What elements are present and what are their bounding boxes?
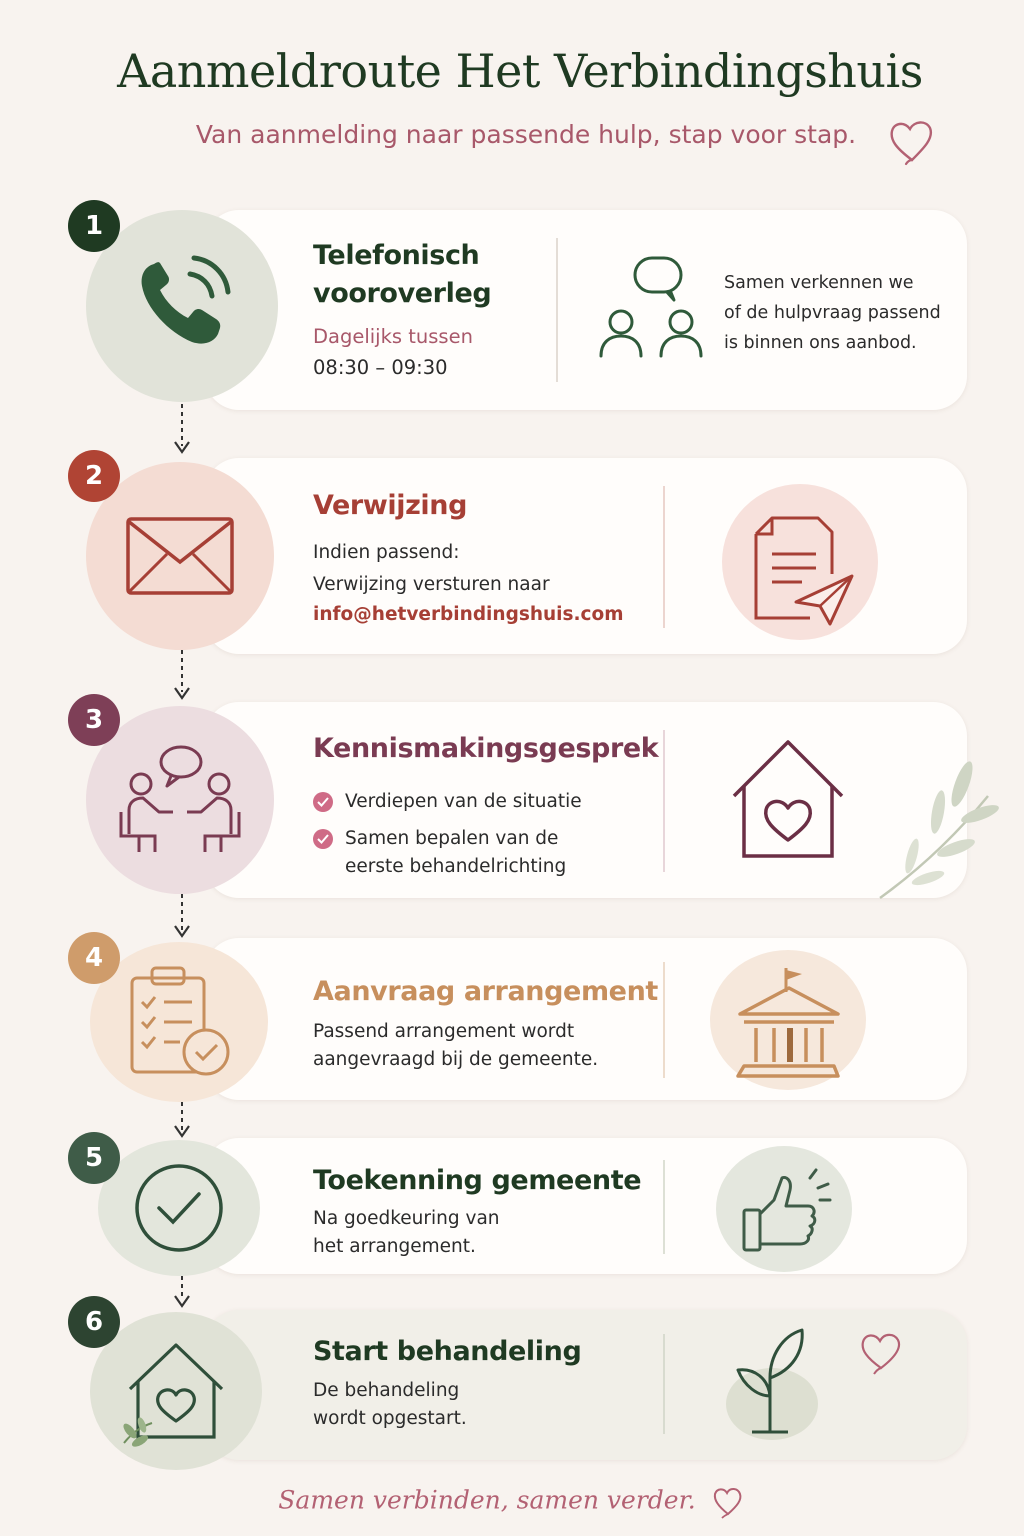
step-1-divider [556, 238, 558, 382]
thumbs-up-icon [738, 1166, 834, 1258]
step-1-title-line2: vooroverleg [313, 278, 492, 309]
page-title: Aanmeldroute Het Verbindingshuis [117, 44, 923, 98]
step-5-line2: het arrangement. [313, 1236, 476, 1257]
people-chat-icon [590, 250, 710, 370]
check-icon [313, 829, 333, 849]
town-hall-icon [734, 966, 844, 1082]
step-3-bullet-1: Verdiepen van de situatie [313, 788, 582, 816]
step-6-line2: wordt opgestart. [313, 1408, 467, 1429]
footer-tagline: Samen verbinden, samen verder. [0, 1484, 1024, 1520]
step-4-line1: Passend arrangement wordt [313, 1021, 575, 1042]
plant-icon [732, 1326, 812, 1436]
step-2-line2: Verwijzing versturen naar [313, 574, 550, 595]
step-2-line1: Indien passend: [313, 542, 460, 563]
step-5-divider [663, 1160, 665, 1254]
check-circle-icon [131, 1160, 227, 1256]
page-subtitle: Van aanmelding naar passende hulp, stap voor stap. [195, 120, 857, 149]
step-2-title: Verwijzing [313, 490, 468, 521]
step-5-title: Toekenning gemeente [313, 1165, 642, 1196]
step-6-badge: 6 [68, 1296, 120, 1348]
document-send-icon [748, 510, 858, 630]
connector-arrow [172, 648, 192, 702]
conversation-icon [115, 740, 245, 860]
connector-arrow [172, 1274, 192, 1310]
step-4-line2: aangevraagd bij de gemeente. [313, 1049, 599, 1070]
house-heart-icon [728, 736, 848, 862]
step-3-divider [663, 730, 665, 872]
step-6-line1: De behandeling [313, 1380, 460, 1401]
step-2-divider [663, 486, 665, 628]
heart-icon [856, 1328, 906, 1380]
step-4-title: Aanvraag arrangement [313, 976, 658, 1007]
connector-arrow [172, 892, 192, 940]
connector-arrow [172, 1100, 192, 1140]
step-3-bullet-2: Samen bepalen van de [313, 825, 558, 853]
phone-icon [122, 246, 242, 366]
leaf-branch-icon [876, 756, 1000, 902]
heart-icon [884, 114, 940, 170]
step-3-badge: 3 [68, 694, 120, 746]
step-6-divider [663, 1334, 665, 1434]
step-2-email-link[interactable]: info@hetverbindingshuis.com [313, 604, 624, 625]
clipboard-check-icon [124, 962, 234, 1082]
step-1-side-line3: is binnen ons aanbod. [724, 333, 917, 353]
step-1-side-line1: Samen verkennen we [724, 273, 914, 293]
envelope-icon [125, 516, 235, 596]
step-5-icon-circle [98, 1140, 260, 1276]
step-2-badge: 2 [68, 450, 120, 502]
connector-arrow [172, 402, 192, 456]
step-4-divider [663, 962, 665, 1078]
step-1-side-line2: of de hulpvraag passend [724, 303, 941, 323]
check-icon [313, 792, 333, 812]
house-heart-leaf-icon [116, 1333, 236, 1449]
step-5-badge: 5 [68, 1132, 120, 1184]
step-1-time-label: Dagelijks tussen [313, 325, 473, 348]
step-5-line1: Na goedkeuring van [313, 1208, 500, 1229]
step-4-badge: 4 [68, 932, 120, 984]
step-1-time-value: 08:30 – 09:30 [313, 356, 448, 379]
step-3-title: Kennismakingsgesprek [313, 733, 659, 764]
heart-icon [710, 1484, 746, 1520]
step-1-badge: 1 [68, 200, 120, 252]
step-1-title-line1: Telefonisch [313, 240, 480, 271]
step-6-title: Start behandeling [313, 1336, 582, 1367]
step-3-bullet-2-cont: eerste behandelrichting [345, 856, 567, 877]
